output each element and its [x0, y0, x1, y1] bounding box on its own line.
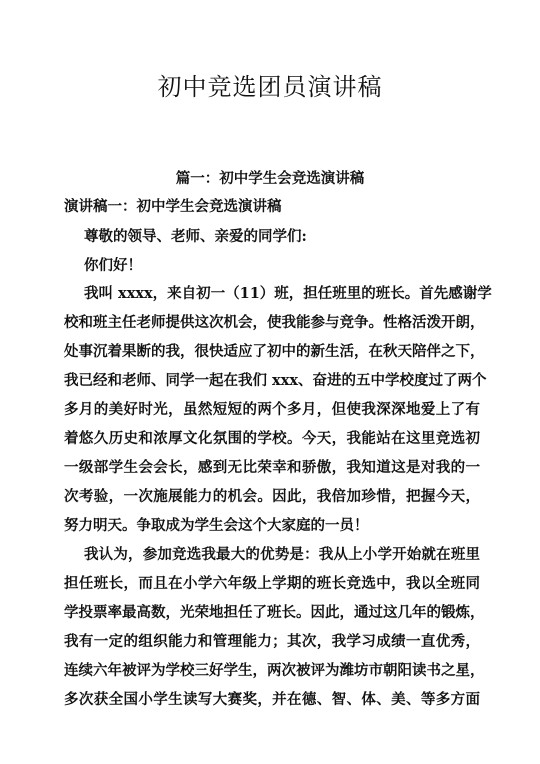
subheading: 演讲稿一：初中学生会竞选演讲稿 — [64, 198, 282, 215]
paragraph-line: 我叫 xxxx，来自初一（11）班，担任班里的班长。首先感谢学 — [84, 285, 492, 302]
paragraph-line: 一级部学生会会长，感到无比荣幸和骄傲，我知道这是对我的一 — [64, 459, 480, 476]
paragraph-line: 连续六年被评为学校三好学生，两次被评为潍坊市朝阳读书之星， — [64, 662, 485, 679]
paragraph-line: 处事沉着果断的我，很快适应了初中的新生活，在秋天陪伴之下， — [64, 343, 485, 360]
paragraph-line: 担任班长，而且在小学六年级上学期的班长竞选中，我以全班同 — [64, 575, 480, 592]
paragraph-line: 着悠久历史和浓厚文化氛围的学校。今天，我能站在这里竞选初 — [64, 430, 480, 447]
document-title: 初中竞选团员演讲稿 — [157, 73, 383, 101]
paragraph-line: 我已经和老师、同学一起在我们 xxx、奋进的五中学校度过了两个 — [64, 372, 487, 389]
salutation: 尊敬的领导、老师、亲爱的同学们: — [84, 228, 307, 245]
section-heading: 篇一：初中学生会竞选演讲稿 — [175, 170, 365, 187]
paragraph-line: 我认为，参加竞选我最大的优势是：我从上小学开始就在班里 — [84, 546, 480, 563]
paragraph-line: 学投票率最高数，光荣地担任了班长。因此，通过这几年的锻炼， — [64, 604, 485, 621]
paragraph-line: 多月的美好时光，虽然短短的两个多月，但使我深深地爱上了有 — [64, 401, 480, 418]
greeting: 你们好！ — [84, 257, 142, 274]
paragraph-line: 努力明天。争取成为学生会这个大家庭的一员！ — [64, 517, 369, 534]
paragraph-line: 校和班主任老师提供这次机会，使我能参与竞争。性格活泼开朗， — [64, 314, 485, 331]
paragraph-line: 多次获全国小学生读写大赛奖，并在德、智、体、美、等多方面 — [64, 691, 480, 708]
paragraph-line: 次考验，一次施展能力的机会。因此，我倍加珍惜，把握今天， — [64, 488, 480, 505]
paragraph-line: 我有一定的组织能力和管理能力；其次，我学习成绩一直优秀， — [64, 633, 480, 650]
